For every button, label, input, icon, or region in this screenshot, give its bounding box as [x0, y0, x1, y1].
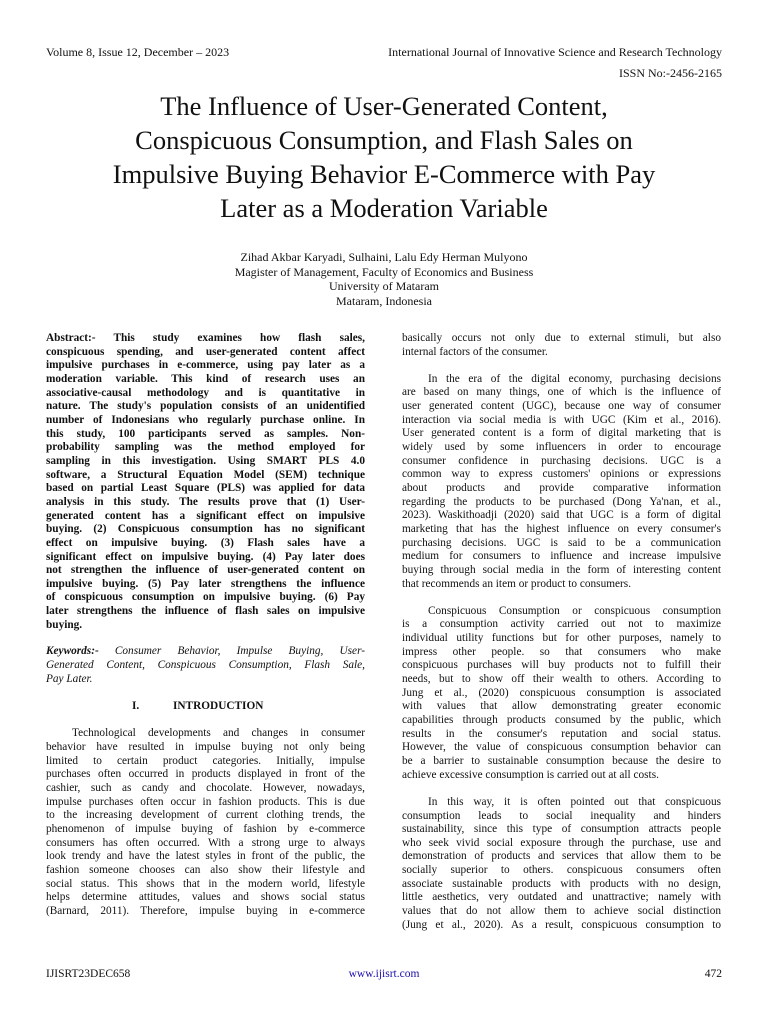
keywords-line — [46, 645, 365, 659]
text-line: conspicuous spending, and user-generated content affect — [46, 345, 365, 358]
text-line: not strengthen the influence of user-generated content on — [46, 564, 365, 577]
text-line: this study, 100 participants served as samples. Non- — [46, 427, 365, 440]
text-line: that recommends an item or product to consumers. — [402, 577, 632, 590]
text-line: significant effect on impulsive buying. (4) Pay later does — [46, 550, 365, 563]
footer-paper-id: IJISRT23DEC658 — [46, 968, 131, 980]
text-line: analysis in this study. The results prove that (1) User- — [46, 495, 365, 508]
text-line: interaction via social media is with UGC (Kim et al., 2016). — [402, 413, 721, 426]
text-line: socially superior to others. conspicuous consumers often — [402, 864, 721, 877]
text-line: associate sustainable products with products with no design, — [402, 877, 721, 890]
section-title: INTRODUCTION — [173, 700, 264, 713]
text-line: sustainability, since this type of consumption attracts people — [402, 823, 721, 836]
text-line: In the era of the digital economy, purchasing decisions — [428, 372, 721, 385]
text-line: (Jung et al., 2020). As a result, conspicuous consumption to — [402, 918, 721, 931]
text-line: number of Indonesians who regularly purchase online. In — [46, 413, 365, 426]
text-line: about products and provide comparative information — [402, 482, 721, 495]
text-line: to the increasing development of current clothing trends, the — [46, 809, 365, 822]
text-line: phenomenon of impulse buying of fashion by e-commerce — [46, 823, 365, 835]
text-line: demonstration of products and services that allow them to be — [402, 850, 721, 863]
text-line: consumers has often occurred. With a strong urge to always — [46, 836, 365, 849]
title-line: Conspicuous Consumption, and Flash Sales on — [135, 125, 633, 155]
keywords — [46, 645, 365, 686]
text-line: individual utility functions but for other purposes, namely to — [402, 632, 721, 645]
text-line: generated content has a significant effect on impulsive — [46, 509, 365, 522]
text-line: purchasing decisions. UGC is said to be a communication — [402, 536, 721, 549]
text-line: later strengthens the influence of flash sales on impulsive — [46, 605, 365, 618]
text-line: probability sampling was the method employed for — [46, 441, 365, 454]
text-line: Jung et al., (2020) conspicuous consumption is associated — [402, 686, 721, 699]
running-header-issn: ISSN No:-2456-2165 — [618, 66, 722, 80]
text-line: (Barnard, 2011). Therefore, impulse buying in e-commerce — [46, 904, 365, 917]
text-line: associative-causal methodology and is quantitative in — [46, 386, 365, 399]
keywords-line: Pay Later. — [46, 672, 93, 685]
title-line: The Influence of User-Generated Content, — [160, 91, 608, 121]
text-line: look trendy and have the latest styles in front of the public, the — [46, 850, 365, 863]
text-line: is a consumption activity carried out not to maximize — [402, 618, 721, 631]
text-line: Technological developments and changes in consumer — [72, 727, 365, 740]
author-department: Magister of Management, Faculty of Economics and Business — [234, 264, 534, 279]
body-paragraph — [402, 332, 721, 359]
text-line: consumption leads to social inequality and hinders — [402, 809, 721, 822]
text-line: consumer confidence in purchasing decisions. UGC is a — [402, 454, 721, 467]
text-line: limited to certain product categories. Initially, impulse — [46, 754, 365, 767]
author-university: University of Mataram — [329, 279, 439, 293]
text-line: nature. The study's population consists of an unidentified — [46, 400, 365, 413]
text-line: values that do not allow them to achieve social distinction — [402, 905, 721, 918]
text-line: sampling in this investigation. Using SMART PLS 4.0 — [46, 454, 365, 467]
text-line: are based on many things, one of which is the influence of — [402, 386, 721, 399]
text-line: Abstract:- This study examines how flash sales, — [46, 332, 365, 344]
text-line: results in the consumer's reputation and social status. — [402, 727, 721, 740]
text-line: impulse purchases often occur in fashion products. This is due — [46, 795, 365, 808]
body-paragraph — [402, 796, 721, 933]
section-heading-introduction — [46, 699, 365, 713]
text-line: purchases often occurred in products displayed in front of the — [46, 768, 365, 781]
footer-website-link[interactable]: www.ijisrt.com — [348, 968, 420, 980]
author-names: Zihad Akbar Karyadi, Sulhaini, Lalu Edy Herman Mulyono — [240, 250, 528, 264]
text-line: user generated content (UGC), because one way of consumer — [402, 400, 721, 413]
keywords-label: Keywords:- — [46, 645, 99, 658]
left-column — [46, 332, 365, 919]
text-line: fashion someone chooses can also show their lifestyle and — [46, 863, 365, 876]
right-column — [402, 332, 721, 932]
text-line: 2023). Waskithoadji (2020) said that UGC is a form of digital — [402, 509, 721, 522]
footer-page-number: 472 — [704, 968, 722, 980]
text-line: Conspicuous Consumption or conspicuous consumption — [428, 604, 721, 617]
text-line: marketing that has the highest influence on every consumer's — [402, 523, 721, 536]
text-line: moderation variable. This kind of research uses an — [46, 372, 365, 385]
running-header-journal: International Journal of Innovative Science and Research Technology — [388, 45, 722, 59]
text-line: conspicuous purchases will buy products not to fulfill their — [402, 659, 721, 672]
body-paragraph — [402, 373, 721, 592]
text-line: internal factors of the consumer. — [402, 345, 548, 358]
text-line: impulsive buying. (5) Pay later strengthens the influence — [46, 577, 365, 590]
text-line: medium for consumers to influence and increase impulsive — [402, 550, 721, 563]
text-line: achieve excessive consumption is carried out at all costs. — [402, 768, 659, 781]
keywords-line: Generated Content, Conspicuous Consumption, Flash Sale, — [46, 659, 365, 672]
text-line: with values that allow demonstrating greater economic — [402, 700, 721, 713]
text-line: buying through social media in the form of interesting content — [402, 564, 721, 576]
abstract — [46, 332, 365, 632]
text-line: software, a Structural Equation Model (SEM) technique — [46, 468, 365, 481]
text-line: buying. — [46, 618, 83, 631]
text-line: behavior have resulted in impulse buying not only being — [46, 741, 365, 754]
section-number: I. — [132, 700, 140, 713]
keywords-text: Consumer Behavior, Impulse Buying, User- — [98, 645, 365, 658]
text-line: However, the value of conspicuous consumption behavior can — [402, 741, 721, 754]
text-line: effect on impulsive buying. (3) Flash sales have a — [46, 536, 365, 549]
text-line: capabilities through products consumed by the public, which — [402, 714, 721, 727]
text-line: based on partial Least Square (PLS) was applied for data — [46, 482, 365, 495]
text-line: of conspicuous consumption on impulsive buying. (6) Pay — [46, 591, 365, 604]
author-location: Mataram, Indonesia — [336, 293, 432, 308]
body-paragraph — [402, 605, 721, 783]
paper-title — [40, 89, 728, 225]
running-header-volume: Volume 8, Issue 12, December – 2023 — [46, 45, 230, 59]
text-line: impress other people. so that consumers who make — [402, 645, 721, 658]
intro-paragraph — [46, 727, 365, 918]
text-line: widely used by some influencers in order to encourage — [402, 441, 721, 454]
text-line: cashier, such as candy and chocolate. However, nowadays, — [46, 782, 365, 795]
text-line: who seek vivid social exposure through the purchase, use and — [402, 836, 721, 849]
text-line: little aesthetics, very outdated and unattractive; namely with — [402, 891, 721, 904]
text-line: impulsive purchases in e-commerce, using pay later as a — [46, 359, 365, 372]
text-line: helps determine attitudes, values and shows social status — [46, 891, 365, 904]
title-line: Later as a Moderation Variable — [220, 193, 548, 223]
text-line: regarding the products to be purchased (Dong Ya'nan, et al., — [402, 495, 721, 508]
text-line: basically occurs not only due to external stimuli, but also — [402, 332, 721, 344]
text-line: User generated content is a form of digital marketing that is — [402, 427, 721, 440]
text-line: be a barrier to sustainable consumption because the desire to — [402, 755, 721, 768]
title-line: Impulsive Buying Behavior E-Commerce with Pay — [112, 159, 656, 189]
text-line: In this way, it is often pointed out that conspicuous — [428, 795, 721, 808]
author-block — [40, 250, 728, 308]
text-line: social status. This shows that in the modern world, lifestyle — [46, 877, 365, 890]
text-line: needs, but to show off their wealth to others. According to — [402, 673, 721, 686]
text-line: buying. (2) Conspicuous consumption has no significant — [46, 523, 365, 536]
text-line: common way to express customers' opinions or expressions — [402, 468, 721, 481]
